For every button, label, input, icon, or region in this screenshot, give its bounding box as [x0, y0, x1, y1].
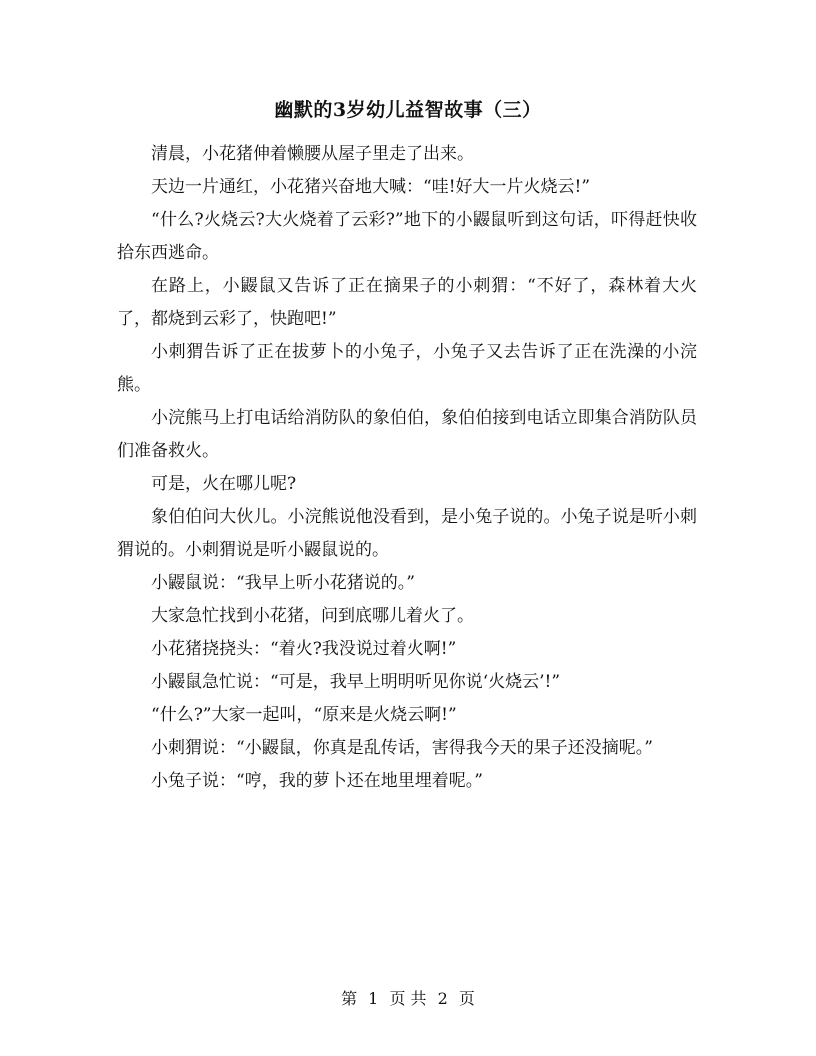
story-body	[117, 138, 697, 798]
paragraph: “什么?”大家一起叫，“原来是火烧云啊!”	[151, 705, 457, 725]
paragraph: 小刺猬告诉了正在拔萝卜的小兔子，小兔子又去告诉了正在洗澡的小浣熊。	[117, 342, 697, 395]
paragraph: 天边一片通红，小花猪兴奋地大喊：“哇!好大一片火烧云!”	[151, 177, 591, 197]
paragraph: 可是，火在哪儿呢?	[151, 474, 297, 494]
paragraph: 清晨，小花猪伸着懒腰从屋子里走了出来。	[151, 144, 474, 164]
page-middle: 页 共	[389, 989, 427, 1008]
page-suffix: 页	[458, 989, 475, 1008]
paragraph: 在路上，小鼹鼠又告诉了正在摘果子的小刺猬：“不好了，森林着大火了，都烧到云彩了，快跑吧!”	[117, 276, 697, 329]
paragraph: 小鼹鼠急忙说：“可是，我早上明明听见你说‘火烧云’!”	[151, 672, 561, 692]
paragraph: 大家急忙找到小花猪，问到底哪儿着火了。	[151, 606, 474, 626]
paragraph: 小刺猬说：“小鼹鼠，你真是乱传话，害得我今天的果子还没摘呢。”	[151, 738, 653, 758]
paragraph: “什么?火烧云?大火烧着了云彩?”地下的小鼹鼠听到这句话，吓得赶快收拾东西逃命。	[117, 210, 697, 263]
page-footer	[0, 986, 816, 1009]
paragraph: 小兔子说：“哼，我的萝卜还在地里埋着呢。”	[151, 771, 483, 791]
page-prefix: 第	[341, 989, 358, 1008]
paragraph: 小鼹鼠说：“我早上听小花猪说的。”	[151, 573, 415, 593]
paragraph: 小浣熊马上打电话给消防队的象伯伯，象伯伯接到电话立即集合消防队员们准备救火。	[117, 408, 697, 461]
page-total: 2	[437, 989, 448, 1008]
paragraph: 小花猪挠挠头：“着火?我没说过着火啊!”	[151, 639, 457, 659]
paragraph: 象伯伯问大伙儿。小浣熊说他没看到，是小兔子说的。小兔子说是听小刺猬说的。小刺猬说是听小鼹鼠说的。	[117, 507, 697, 560]
page-number: 1	[368, 989, 379, 1008]
page-title: 幽默的3岁幼儿益智故事（三）	[274, 99, 542, 121]
